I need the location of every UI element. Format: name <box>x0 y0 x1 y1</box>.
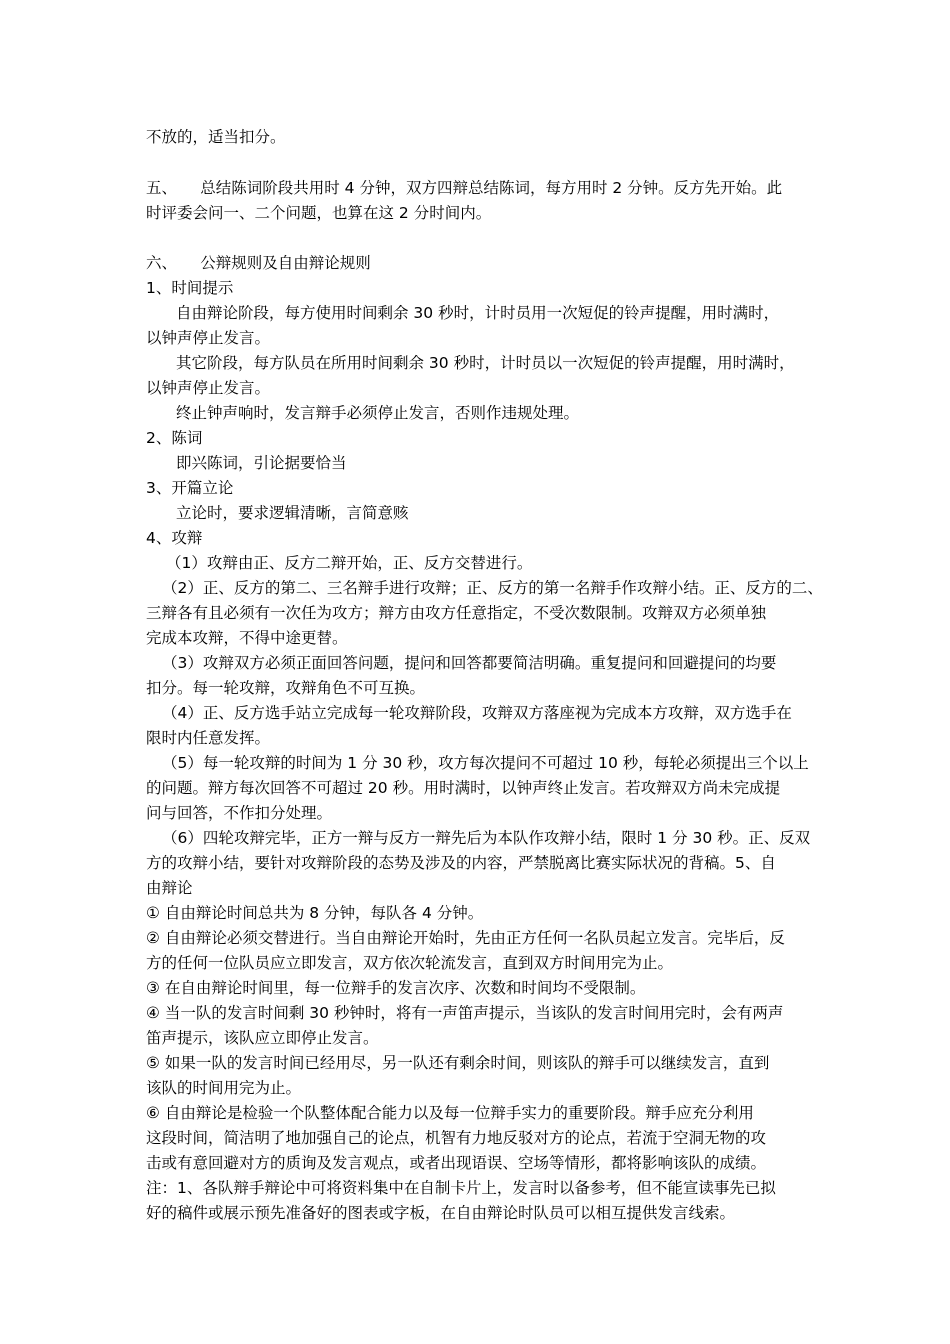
text-line: 限时内任意发挥。 <box>146 729 271 747</box>
text-line: 完成本攻辩，不得中途更替。 <box>146 629 348 647</box>
text-line: 这段时间，简洁明了地加强自己的论点，机智有力地反驳对方的论点，若流于空洞无物的攻 <box>146 1129 767 1147</box>
text-line: （4）正、反方选手站立完成每一轮攻辩阶段，攻辩双方落座视为完成本方攻辩，双方选手在 <box>162 704 792 722</box>
text-line: （6）四轮攻辩完毕，正方一辩与反方一辩先后为本队作攻辩小结，限时 1 分 30 秒。正、反双 <box>162 829 811 847</box>
list-item: ④ 当一队的发言时间剩 30 秒钟时，将有一声笛声提示，当该队的发言时间用完时，会有两声 <box>146 1004 784 1022</box>
text-line: 方的任何一位队员应立即发言，双方依次轮流发言，直到双方时间用完为止。 <box>146 954 674 972</box>
text-line: 以钟声停止发言。 <box>146 379 271 397</box>
list-item: ③ 在自由辩论时间里，每一位辩手的发言次序、次数和时间均不受限制。 <box>146 979 646 997</box>
subheading-time: 1、时间提示 <box>146 279 234 297</box>
note-line: 好的稿件或展示预先准备好的图表或字板，在自由辩论时队员可以相互提供发言线索。 <box>146 1204 736 1222</box>
text-line: 扣分。每一轮攻辩，攻辩角色不可互换。 <box>146 679 426 697</box>
text-line: 击或有意回避对方的质询及发言观点，或者出现语误、空场等情形，都将影响该队的成绩。 <box>146 1154 767 1172</box>
text-line: 的问题。辩方每次回答不可超过 20 秒。用时满时，以钟声终止发言。若攻辩双方尚未完成提 <box>146 779 781 797</box>
subheading-statement: 2、陈词 <box>146 429 203 447</box>
subheading-opening: 3、开篇立论 <box>146 479 234 497</box>
text-line: （1）攻辩由正、反方二辩开始，正、反方交替进行。 <box>166 554 533 572</box>
text-line: 不放的，适当扣分。 <box>146 128 286 146</box>
text-line: 其它阶段，每方队员在所用时间剩余 30 秒时，计时员以一次短促的铃声提醒，用时满时， <box>176 354 795 372</box>
list-item: ⑤ 如果一队的发言时间已经用尽，另一队还有剩余时间，则该队的辩手可以继续发言，直到 <box>146 1054 770 1072</box>
list-item: ① 自由辩论时间总共为 8 分钟，每队各 4 分钟。 <box>146 904 484 922</box>
list-item: ⑥ 自由辩论是检验一个队整体配合能力以及每一位辩手实力的重要阶段。辩手应充分利用 <box>146 1104 754 1122</box>
list-item: ② 自由辩论必须交替进行。当自由辩论开始时，先由正方任何一名队员起立发言。完毕后，反 <box>146 929 785 947</box>
text-line: 自由辩论阶段，每方使用时间剩余 30 秒时，计时员用一次短促的铃声提醒，用时满时， <box>176 304 780 322</box>
note-line: 注：1、各队辩手辩论中可将资料集中在自制卡片上，发言时以备参考，但不能宣读事先已拟 <box>146 1179 776 1197</box>
text-line: （2）正、反方的第二、三名辩手进行攻辩；正、反方的第一名辩手作攻辩小结。正、反方的二、 <box>162 579 823 597</box>
text-line: 该队的时间用完为止。 <box>146 1079 302 1097</box>
text-line: 笛声提示，该队应立即停止发言。 <box>146 1029 379 1047</box>
text-line: 以钟声停止发言。 <box>146 329 271 347</box>
text-line: 方的攻辩小结，要针对攻辩阶段的态势及涉及的内容，严禁脱离比赛实际状况的背稿。5、自 <box>146 854 776 872</box>
text-line: 问与回答，不作扣分处理。 <box>146 804 333 822</box>
subheading-cross-exam: 4、攻辩 <box>146 529 203 547</box>
text-line: 三辩各有且必须有一次任为攻方；辩方由攻方任意指定，不受次数限制。攻辩双方必须单独 <box>146 604 767 622</box>
section-heading-6: 六、 公辩规则及自由辩论规则 <box>146 254 371 272</box>
text-line: 终止钟声响时，发言辩手必须停止发言，否则作违规处理。 <box>176 404 580 422</box>
text-line: （3）攻辩双方必须正面回答问题，提问和回答都要简洁明确。重复提问和回避提问的均要 <box>162 654 777 672</box>
text-line: 时评委会问一、二个问题，也算在这 2 分时间内。 <box>146 204 492 222</box>
section-heading-5: 五、 总结陈词阶段共用时 4 分钟，双方四辩总结陈词，每方用时 2 分钟。反方先开始。此 <box>146 179 783 197</box>
text-line: 立论时，要求逻辑清晰，言简意赅 <box>176 504 409 522</box>
text-line: 由辩论 <box>146 879 193 897</box>
text-line: （5）每一轮攻辩的时间为 1 分 30 秒，攻方每次提问不可超过 10 秒，每轮必须提出三个以上 <box>162 754 809 772</box>
text-line: 即兴陈词，引论据要恰当 <box>176 454 347 472</box>
